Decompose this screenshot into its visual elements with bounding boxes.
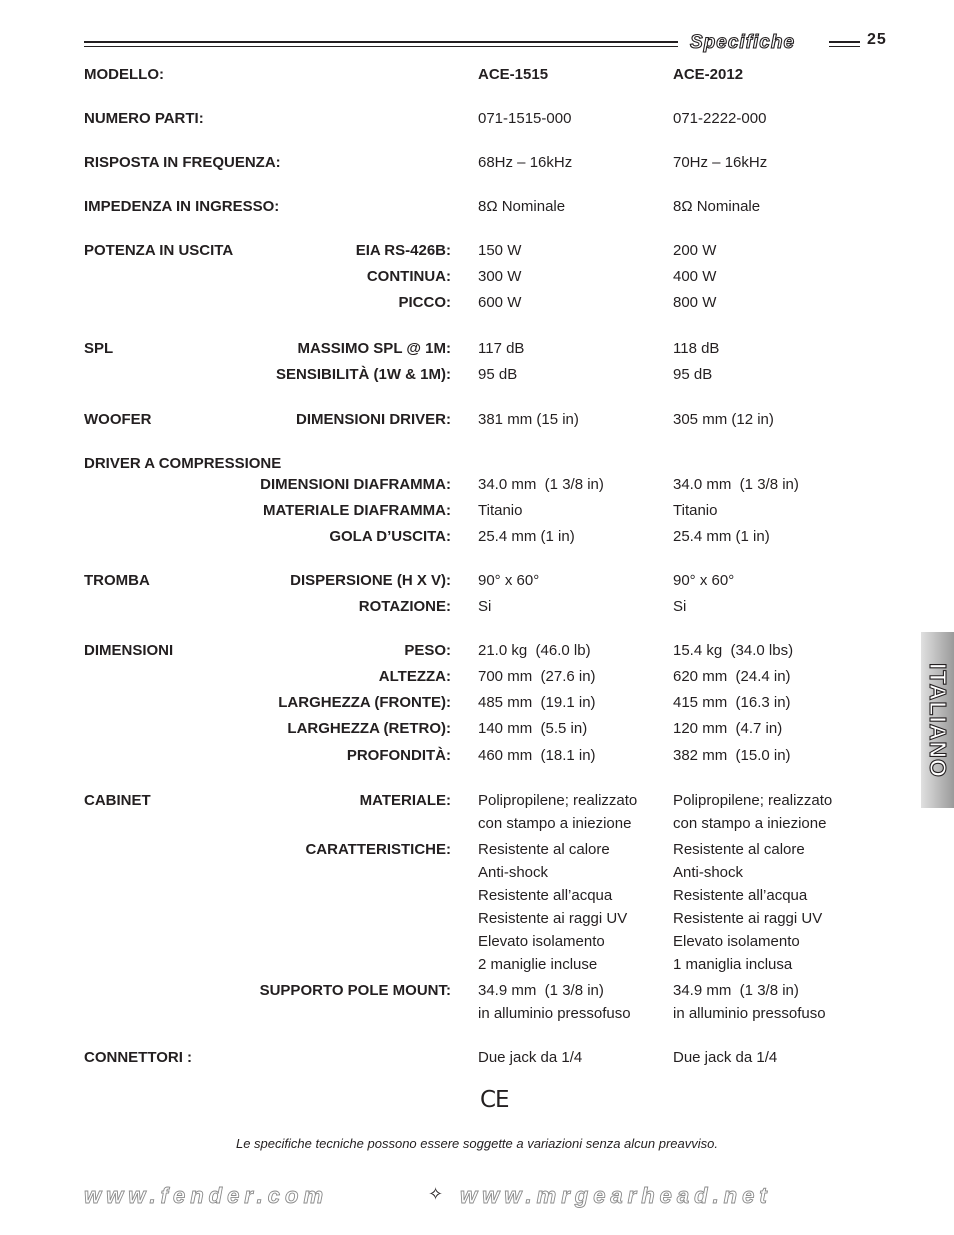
power-eia-row [0,240,954,262]
diaphragm-size-row [0,474,954,496]
woofer-label: WOOFER [84,411,152,428]
height-value-1: 700 mm (27.6 in) [478,668,596,685]
feature-value-2: Anti-shock [673,864,744,881]
pole-mount-value-2: 34.9 mm (1 3/8 in) [673,982,799,999]
diaphragm-material-value-2: Titanio [673,502,718,519]
feature-value-1: Elevato isolamento [478,933,605,950]
throat-row [0,526,954,548]
connectors-value-1: Due jack da 1/4 [478,1049,583,1066]
cabinet-features-row [0,954,954,976]
throat-label: GOLA D’USCITA: [329,528,451,545]
power-peak-value-2: 800 W [673,294,717,311]
spl-sensitivity-value-2: 95 dB [673,366,713,383]
input-impedance-label: IMPEDENZA IN INGRESSO: [84,198,280,215]
power-eia-label: EIA RS-426B: [355,242,451,259]
width-rear-label: LARGHEZZA (RETRO): [287,720,451,737]
spl-label: SPL [84,340,114,357]
depth-value-1: 460 mm (18.1 in) [478,747,596,764]
feature-value-2: Resistente ai raggi UV [673,910,823,927]
spl-sensitivity-value-1: 95 dB [478,366,518,383]
cabinet-material-label: MATERIALE: [359,792,451,809]
page-number: 25 [867,31,887,48]
woofer-size-value-2: 305 mm (12 in) [673,411,774,428]
frequency-response-value-2: 70Hz – 16kHz [673,154,768,171]
header-rule-left-thick [84,41,678,43]
feature-value-1: Resistente ai raggi UV [478,910,628,927]
depth-label: PROFONDITÀ: [346,747,451,764]
spl-max-label: MASSIMO SPL @ 1M: [297,340,451,357]
power-eia-value-1: 150 W [478,242,522,259]
diaphragm-material-row [0,500,954,522]
cabinet-features-row [0,839,954,861]
depth-row [0,745,954,767]
dimensions-label: DIMENSIONI [84,642,174,659]
weight-row [0,640,954,662]
disclaimer-text: Le specifiche tecniche possono essere soggette a variazioni senza alcun preavviso. [235,1136,718,1151]
width-rear-row [0,718,954,740]
width-front-value-1: 485 mm (19.1 in) [478,694,596,711]
compression-driver-row [0,453,954,475]
frequency-response-value-1: 68Hz – 16kHz [478,154,573,171]
model-2-name: ACE-2012 [673,66,744,83]
input-impedance-value-1: 8Ω Nominale [478,198,566,215]
woofer-size-row [0,409,954,431]
diaphragm-size-value-2: 34.0 mm (1 3/8 in) [673,476,799,493]
width-front-value-2: 415 mm (16.3 in) [673,694,791,711]
part-number-value-1: 071-1515-000 [478,110,572,127]
woofer-size-value-1: 381 mm (15 in) [478,411,579,428]
weight-value-2: 15.4 kg (34.0 lbs) [673,642,794,659]
part-number-label: NUMERO PARTI: [84,110,204,127]
header-rule-left-thin [84,46,678,47]
horn-rotation-value-1: Si [478,598,492,615]
power-continuous-label: CONTINUA: [366,268,451,285]
width-front-label: LARGHEZZA (FRONTE): [278,694,451,711]
input-impedance-row [0,196,954,218]
width-rear-value-2: 120 mm (4.7 in) [673,720,783,737]
feature-value-1: Resistente all’acqua [478,887,613,904]
pole-mount-value-1-cont: in alluminio pressofuso [478,1005,631,1022]
part-number-row [0,108,954,130]
width-front-row [0,692,954,714]
throat-value-2: 25.4 mm (1 in) [673,528,770,545]
pole-mount-label: SUPPORTO POLE MOUNT: [259,982,451,999]
diaphragm-size-label: DIMENSIONI DIAFRAMMA: [260,476,451,493]
feature-value-1: 2 maniglie incluse [478,956,598,973]
cabinet-features-row [0,908,954,930]
model-label: MODELLO: [84,66,164,83]
horn-dispersion-value-2: 90° x 60° [673,572,735,589]
power-peak-row [0,292,954,314]
feature-value-1: Resistente al calore [478,841,610,858]
section-title: Specifiche [690,32,796,53]
ce-mark-logo: CE [480,1087,509,1113]
input-impedance-value-2: 8Ω Nominale [673,198,761,215]
pole-mount-row [0,980,954,1002]
power-label: POTENZA IN USCITA [84,242,234,259]
diaphragm-size-value-1: 34.0 mm (1 3/8 in) [478,476,604,493]
feature-value-2: Resistente al calore [673,841,805,858]
spl-sensitivity-label: SENSIBILITÀ (1W & 1M): [276,366,451,383]
spl-max-value-1: 117 dB [478,340,525,357]
header-rule-right-thick [829,41,860,43]
cabinet-material-value-2-cont: con stampo a iniezione [673,815,827,832]
width-rear-value-1: 140 mm (5.5 in) [478,720,588,737]
power-continuous-value-1: 300 W [478,268,522,285]
horn-label: TROMBA [84,572,150,589]
power-eia-value-2: 200 W [673,242,717,259]
feature-value-1: Anti-shock [478,864,549,881]
horn-rotation-label: ROTAZIONE: [358,598,451,615]
footer-separator-icon: ✧ [428,1184,444,1204]
connectors-row [0,1047,954,1069]
weight-label: PESO: [404,642,451,659]
frequency-response-label: RISPOSTA IN FREQUENZA: [84,154,281,171]
connectors-label: CONNETTORI : [84,1049,193,1066]
header-rule-right-thin [829,46,860,47]
part-number-value-2: 071-2222-000 [673,110,767,127]
cabinet-features-label: CARATTERISTICHE: [305,841,451,858]
power-peak-value-1: 600 W [478,294,522,311]
diaphragm-material-value-1: Titanio [478,502,523,519]
cabinet-label: CABINET [84,792,151,809]
horn-dispersion-value-1: 90° x 60° [478,572,540,589]
cabinet-features-row [0,862,954,884]
cabinet-features-row [0,885,954,907]
depth-value-2: 382 mm (15.0 in) [673,747,791,764]
cabinet-material-value-2: Polipropilene; realizzato [673,792,833,809]
compression-driver-label: DRIVER A COMPRESSIONE [84,455,282,472]
model-1-name: ACE-1515 [478,66,549,83]
cabinet-features-row [0,931,954,953]
pole-mount-value-2-cont: in alluminio pressofuso [673,1005,826,1022]
cabinet-material-row [0,790,954,812]
diaphragm-material-label: MATERIALE DIAFRAMMA: [262,502,451,519]
weight-value-1: 21.0 kg (46.0 lb) [478,642,591,659]
footer-link-mrgearhead[interactable]: www.mrgearhead.net [460,1183,772,1208]
cabinet-material-value-1-cont: con stampo a iniezione [478,815,632,832]
throat-value-1: 25.4 mm (1 in) [478,528,575,545]
language-side-tab-label: ITALIANO [925,662,951,778]
horn-dispersion-label: DISPERSIONE (H X V): [290,572,451,589]
horn-rotation-value-2: Si [673,598,687,615]
height-row [0,666,954,688]
connectors-value-2: Due jack da 1/4 [673,1049,778,1066]
spl-sensitivity-row [0,364,954,386]
cabinet-material-row-cont [0,813,954,835]
footer-link-fender[interactable]: www.fender.com [84,1183,329,1208]
spl-max-row [0,338,954,360]
frequency-response-row [0,152,954,174]
power-continuous-value-2: 400 W [673,268,717,285]
pole-mount-row-cont [0,1003,954,1025]
height-label: ALTEZZA: [378,668,451,685]
feature-value-2: 1 maniglia inclusa [673,956,793,973]
spl-max-value-2: 118 dB [673,340,720,357]
power-peak-label: PICCO: [398,294,451,311]
feature-value-2: Resistente all’acqua [673,887,808,904]
horn-rotation-row [0,596,954,618]
cabinet-material-value-1: Polipropilene; realizzato [478,792,638,809]
feature-value-2: Elevato isolamento [673,933,800,950]
horn-dispersion-row [0,570,954,592]
woofer-size-label: DIMENSIONI DRIVER: [295,411,451,428]
pole-mount-value-1: 34.9 mm (1 3/8 in) [478,982,604,999]
model-header-row [0,64,954,86]
power-continuous-row [0,266,954,288]
height-value-2: 620 mm (24.4 in) [673,668,791,685]
